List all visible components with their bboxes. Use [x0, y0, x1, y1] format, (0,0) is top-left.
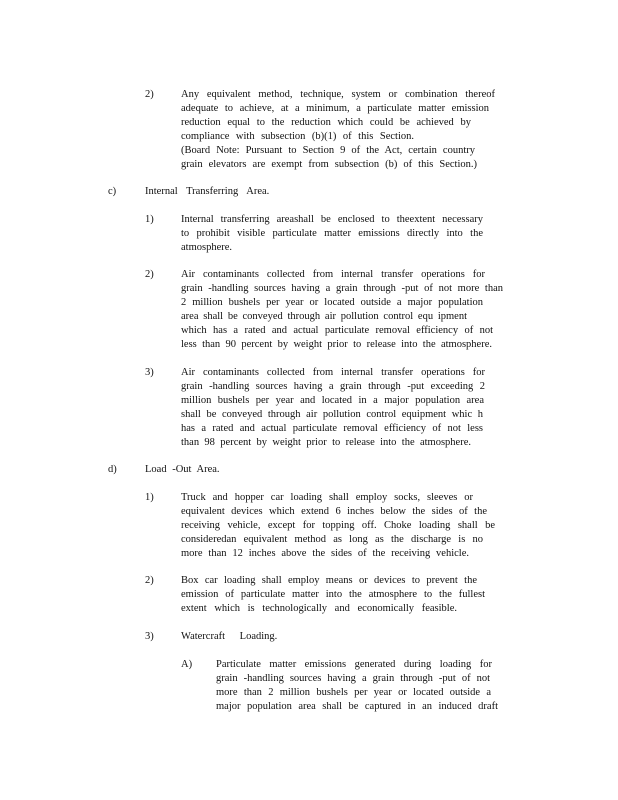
- paragraph-line: than 98 percent by weight prior to release into the atmosphere.: [181, 437, 471, 448]
- paragraph-line: equivalent devices which extend 6 inches below the sides of the: [181, 506, 487, 517]
- paragraph-line: grain -handling sources having a grain through -put of not: [216, 673, 490, 684]
- paragraph-line: consideredan equivalent method as long as the discharge is no: [181, 534, 483, 545]
- section-heading: Internal Transferring Area.: [145, 186, 270, 197]
- paragraph-line: Box car loading shall employ means or devices to prevent the: [181, 575, 477, 586]
- paragraph-line: receiving vehicle, except for topping off. Choke loading shall be: [181, 520, 495, 531]
- paragraph-line: area shall be conveyed through air pollution control equ ipment: [181, 311, 467, 322]
- paragraph-line: grain -handling sources having a grain through -put of not more than: [181, 283, 503, 294]
- paragraph-line: less than 90 percent by weight prior to release into the atmosphere.: [181, 339, 492, 350]
- paragraph-line: adequate to achieve, at a minimum, a particulate matter emission: [181, 103, 489, 114]
- paragraph-line: (Board Note: Pursuant to Section 9 of the Act, certain country: [181, 145, 475, 156]
- paragraph-line: extent which is technologically and economically feasible.: [181, 603, 457, 614]
- paragraph-line: shall be conveyed through air pollution control equipment whic h: [181, 409, 483, 420]
- paragraph-line: reduction equal to the reduction which could be achieved by: [181, 117, 471, 128]
- paragraph-line: grain -handling sources having a grain through -put exceeding 2: [181, 381, 485, 392]
- paragraph-line: emission of particulate matter into the atmosphere to the fullest: [181, 589, 485, 600]
- section-heading: Load -Out Area.: [145, 464, 220, 475]
- paragraph-line: to prohibit visible particulate matter emissions directly into the: [181, 228, 483, 239]
- paragraph-line: more than 12 inches above the sides of the receiving vehicle.: [181, 548, 469, 559]
- paragraph-line: Internal transferring areashall be enclosed to theextent necessary: [181, 214, 483, 225]
- list-marker: 2): [145, 89, 154, 100]
- section-marker: c): [108, 186, 117, 197]
- paragraph-line: 2 million bushels per year or located outside a major population: [181, 297, 483, 308]
- list-marker: 3): [145, 367, 154, 378]
- paragraph-line: Any equivalent method, technique, system or combination thereof: [181, 89, 495, 100]
- section-marker: d): [108, 464, 117, 475]
- paragraph-line: major population area shall be captured in an induced draft: [216, 701, 498, 712]
- paragraph-line: grain elevators are exempt from subsection (b) of this Section.): [181, 159, 477, 170]
- paragraph-line: has a rated and actual particulate removal efficiency of not less: [181, 423, 483, 434]
- paragraph-line: which has a rated and actual particulate removal efficiency of not: [181, 325, 493, 336]
- list-marker: 1): [145, 214, 154, 225]
- paragraph-line: Truck and hopper car loading shall employ socks, sleeves or: [181, 492, 473, 503]
- list-marker: A): [181, 659, 193, 670]
- subsection-heading: Watercraft Loading.: [181, 631, 278, 642]
- paragraph-line: Air contaminants collected from internal transfer operations for: [181, 269, 485, 280]
- paragraph-line: Particulate matter emissions generated during loading for: [216, 659, 492, 670]
- list-marker: 2): [145, 575, 154, 586]
- paragraph-line: million bushels per year and located in a major population area: [181, 395, 484, 406]
- list-marker: 1): [145, 492, 154, 503]
- list-marker: 2): [145, 269, 154, 280]
- paragraph-line: Air contaminants collected from internal transfer operations for: [181, 367, 485, 378]
- paragraph-line: atmosphere.: [181, 242, 233, 253]
- paragraph-line: more than 2 million bushels per year or located outside a: [216, 687, 491, 698]
- list-marker: 3): [145, 631, 154, 642]
- paragraph-line: compliance with subsection (b)(1) of this Section.: [181, 131, 414, 142]
